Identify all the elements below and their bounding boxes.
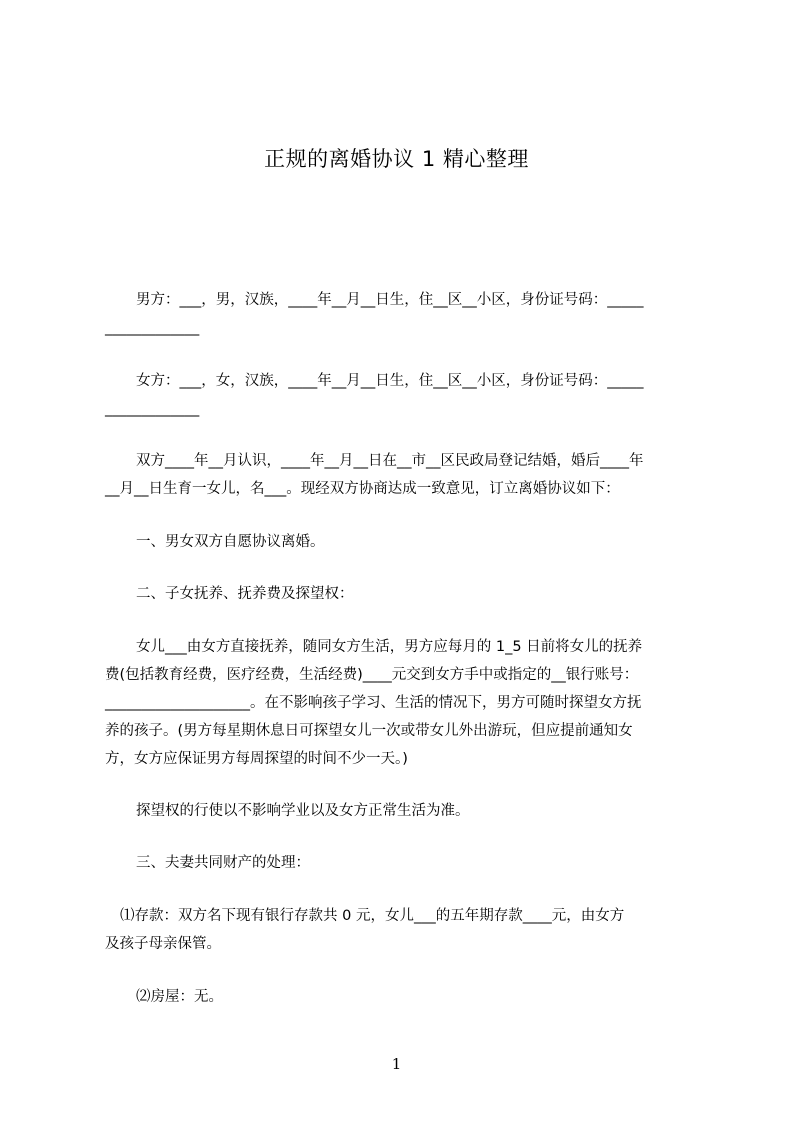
intro-line-1: 双方____年__月认识，____年__月__日在__市__区民政局登记结婚，婚后____年: [136, 453, 644, 469]
husband-id-continuation: _____________: [105, 320, 200, 336]
deposit-line-1: ⑴存款：双方名下现有银行存款共 0 元，女儿___的五年期存款____元，由女方: [120, 908, 625, 924]
deposit-line-2: 及孩子母亲保管。: [105, 936, 221, 952]
visitation-note: 探望权的行使以不影响学业以及女方正常生活为准。: [136, 803, 470, 819]
clause-3-heading: 三、夫妻共同财产的处理：: [136, 855, 310, 871]
document-title: 正规的离婚协议 1 精心整理: [264, 147, 529, 171]
custody-line-2: 费(包括教育经费，医疗经费，生活经费)____元交到女方手中或指定的__银行账号：: [105, 667, 639, 683]
clause-1-heading: 一、男女双方自愿协议离婚。: [136, 534, 325, 550]
custody-line-3: ____________________。在不影响孩子学习、生活的情况下，男方可随时探望女方抚: [105, 695, 642, 711]
intro-line-2: __月__日生育一女儿，名___。现经双方协商达成一致意见，订立离婚协议如下：: [105, 481, 620, 497]
wife-info-line: 女方：___，女，汉族，____年__月__日生，住__区__小区，身份证号码：_____: [136, 373, 644, 389]
custody-line-1: 女儿___由女方直接抚养，随同女方生活，男方应每月的 1_5 日前将女儿的抚养: [136, 639, 643, 655]
page-number: 1: [391, 1055, 402, 1073]
clause-2-heading: 二、子女抚养、抚养费及探望权：: [136, 586, 354, 602]
custody-line-4: 养的孩子。(男方每星期休息日可探望女儿一次或带女儿外出游玩，但应提前通知女: [105, 723, 633, 739]
custody-line-5: 方，女方应保证男方每周探望的时间不少一天。): [105, 751, 408, 767]
wife-id-continuation: _____________: [105, 401, 200, 417]
house-line: ⑵房屋：无。: [136, 989, 223, 1005]
husband-info-line: 男方：___，男，汉族，____年__月__日生，住__区__小区，身份证号码：_____: [136, 292, 644, 308]
